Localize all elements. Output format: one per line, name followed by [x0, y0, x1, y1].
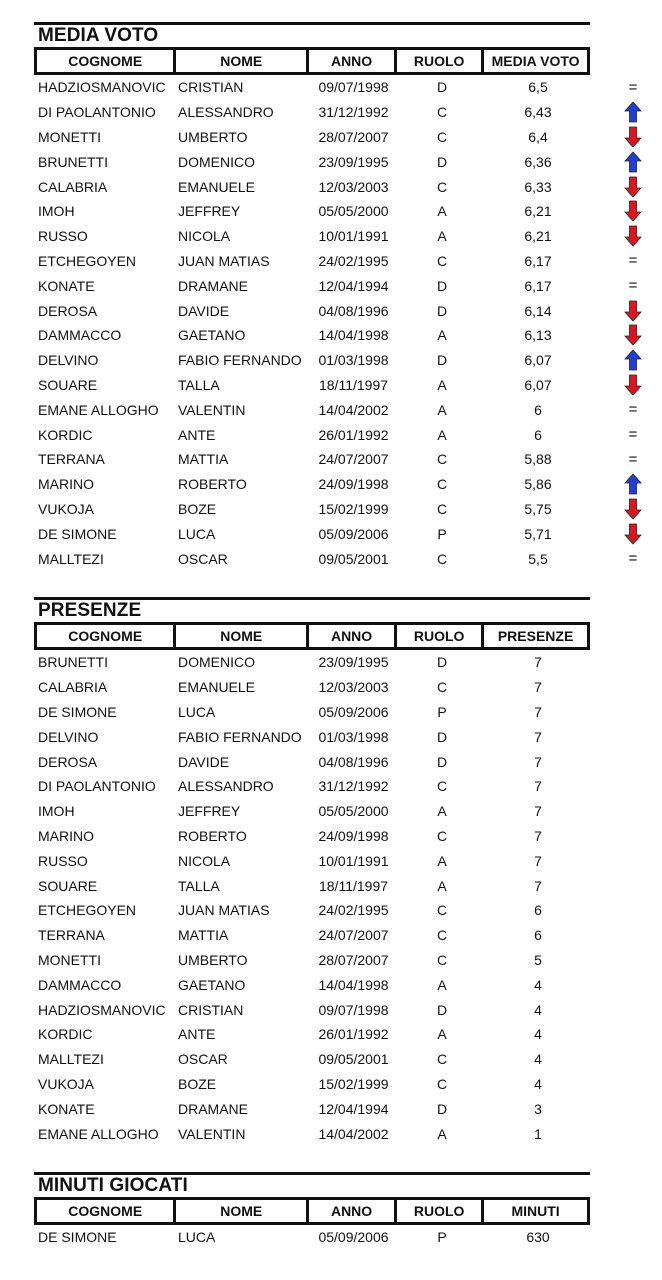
section-title-bar	[34, 1172, 590, 1197]
anno-cell: 23/09/1995	[318, 153, 389, 170]
nome-cell: DOMENICO	[178, 153, 255, 170]
cognome-cell: DE SIMONE	[38, 703, 117, 720]
minuti-giocati-section	[34, 1172, 590, 1250]
value-cell: 4	[534, 1051, 542, 1068]
table-header	[34, 1197, 590, 1225]
section-title-bar	[34, 597, 590, 622]
table-row	[34, 774, 590, 799]
section-title: PRESENZE	[38, 600, 142, 621]
nome-cell: TALLA	[178, 376, 220, 393]
header-minuti: MINUTI	[511, 1203, 560, 1219]
value-cell: 5,86	[524, 476, 552, 493]
nome-cell: FABIO FERNANDO	[178, 728, 302, 745]
anno-cell: 28/07/2007	[318, 951, 389, 968]
ruolo-cell: D	[436, 79, 448, 96]
header-anno: ANNO	[309, 1200, 397, 1222]
ruolo-cell: A	[437, 1026, 447, 1043]
nome-cell: CRISTIAN	[178, 79, 244, 96]
anno-cell: 05/09/2006	[318, 1229, 389, 1246]
trend-equal: =	[628, 550, 638, 568]
value-cell: 4	[534, 1075, 542, 1092]
cognome-cell: CALABRIA	[38, 679, 108, 696]
anno-cell: 24/02/1995	[318, 252, 389, 269]
table-row	[34, 923, 590, 948]
trend-equal: =	[628, 401, 638, 419]
cognome-cell: TERRANA	[38, 451, 105, 468]
ruolo-cell: C	[436, 252, 448, 269]
value-cell: 6,36	[524, 153, 552, 170]
ruolo-cell: C	[436, 476, 448, 493]
anno-cell: 10/01/1991	[318, 228, 389, 245]
header-nome: NOME	[176, 625, 309, 647]
ruolo-cell: D	[436, 1100, 448, 1117]
cognome-cell: HADZIOSMANOVIC	[38, 1001, 166, 1018]
trend-equal: =	[628, 252, 638, 270]
cognome-cell: ETCHEGOYEN	[38, 902, 137, 919]
nome-cell: LUCA	[178, 1229, 216, 1246]
nome-cell: DOMENICO	[178, 654, 255, 671]
value-cell: 7	[534, 877, 542, 894]
nome-cell: EMANUELE	[178, 679, 256, 696]
table-row	[34, 199, 590, 224]
header-nome: NOME	[176, 50, 309, 72]
value-cell: 7	[534, 679, 542, 696]
table-row	[34, 373, 590, 398]
anno-cell: 09/07/1998	[318, 79, 389, 96]
cognome-cell: ETCHEGOYEN	[38, 252, 137, 269]
ruolo-cell: C	[436, 827, 448, 844]
arrow-down-icon	[621, 498, 645, 520]
cognome-cell: KONATE	[38, 1100, 95, 1117]
anno-cell: 04/08/1996	[318, 753, 389, 770]
nome-cell: UMBERTO	[178, 951, 248, 968]
value-cell: 6,13	[524, 327, 552, 344]
value-cell: 7	[534, 728, 542, 745]
ruolo-cell: D	[436, 728, 448, 745]
anno-cell: 24/02/1995	[318, 902, 389, 919]
ruolo-cell: D	[436, 302, 448, 319]
cognome-cell: DEROSA	[38, 753, 98, 770]
ruolo-cell: C	[436, 927, 448, 944]
table-row	[34, 249, 638, 274]
anno-cell: 14/04/1998	[318, 976, 389, 993]
table-row	[34, 125, 590, 150]
table-row	[34, 273, 638, 298]
anno-cell: 12/04/1994	[318, 277, 389, 294]
nome-cell: NICOLA	[178, 852, 231, 869]
media-voto-section	[34, 22, 638, 571]
table-row	[34, 298, 590, 323]
nome-cell: JEFFREY	[178, 203, 241, 220]
anno-cell: 14/04/2002	[318, 1125, 389, 1142]
arrow-down-icon	[621, 176, 645, 198]
nome-cell: FABIO FERNANDO	[178, 352, 302, 369]
ruolo-cell: A	[437, 228, 447, 245]
cognome-cell: EMANE ALLOGHO	[38, 401, 159, 418]
ruolo-cell: C	[436, 778, 448, 795]
nome-cell: TALLA	[178, 877, 220, 894]
table-row	[34, 650, 590, 675]
table-row	[34, 174, 590, 199]
table-row	[34, 1225, 590, 1250]
table-row	[34, 447, 638, 472]
value-cell: 6,21	[524, 203, 552, 220]
table-row	[34, 323, 590, 348]
cognome-cell: DI PAOLANTONIO	[38, 104, 156, 121]
anno-cell: 10/01/1991	[318, 852, 389, 869]
anno-cell: 24/09/1998	[318, 476, 389, 493]
table-row	[34, 700, 590, 725]
cognome-cell: EMANE ALLOGHO	[38, 1125, 159, 1142]
table-row	[34, 898, 590, 923]
cognome-cell: KONATE	[38, 277, 95, 294]
nome-cell: DAVIDE	[178, 302, 230, 319]
header-ruolo: RUOLO	[397, 50, 484, 72]
ruolo-cell: C	[436, 128, 448, 145]
header-presenze: PRESENZE	[497, 628, 574, 644]
cognome-cell: RUSSO	[38, 228, 88, 245]
table-row	[34, 848, 590, 873]
value-cell: 7	[534, 852, 542, 869]
cognome-cell: DE SIMONE	[38, 525, 117, 542]
anno-cell: 14/04/2002	[318, 401, 389, 418]
nome-cell: BOZE	[178, 500, 217, 517]
anno-cell: 31/12/1992	[318, 778, 389, 795]
header-cognome: COGNOME	[37, 625, 176, 647]
anno-cell: 05/05/2000	[318, 203, 389, 220]
nome-cell: ANTE	[178, 1026, 216, 1043]
ruolo-cell: A	[437, 203, 447, 220]
section-title: MINUTI GIOCATI	[38, 1175, 188, 1196]
table-row	[34, 224, 590, 249]
anno-cell: 01/03/1998	[318, 728, 389, 745]
nome-cell: DRAMANE	[178, 1100, 249, 1117]
cognome-cell: MARINO	[38, 827, 94, 844]
section-title-bar	[34, 22, 590, 47]
value-cell: 6,07	[524, 376, 552, 393]
arrow-up-icon	[621, 151, 645, 173]
anno-cell: 15/02/1999	[318, 1075, 389, 1092]
anno-cell: 12/03/2003	[318, 679, 389, 696]
arrow-down-icon	[621, 126, 645, 148]
anno-cell: 05/09/2006	[318, 703, 389, 720]
table-row	[34, 1022, 590, 1047]
header-nome: NOME	[176, 1200, 309, 1222]
nome-cell: OSCAR	[178, 1051, 228, 1068]
anno-cell: 26/01/1992	[318, 426, 389, 443]
anno-cell: 09/05/2001	[318, 1051, 389, 1068]
table-body	[34, 1225, 590, 1250]
cognome-cell: SOUARE	[38, 877, 98, 894]
anno-cell: 26/01/1992	[318, 1026, 389, 1043]
ruolo-cell: C	[436, 178, 448, 195]
value-cell: 5,71	[524, 525, 552, 542]
ruolo-cell: A	[437, 877, 447, 894]
table-row	[34, 75, 638, 100]
value-cell: 6	[534, 927, 542, 944]
value-cell: 7	[534, 703, 542, 720]
nome-cell: JUAN MATIAS	[178, 902, 270, 919]
ruolo-cell: A	[437, 426, 447, 443]
value-cell: 4	[534, 1001, 542, 1018]
presenze-section	[34, 597, 590, 1146]
anno-cell: 05/05/2000	[318, 803, 389, 820]
value-cell: 6,17	[524, 252, 552, 269]
header-cognome: COGNOME	[37, 1200, 176, 1222]
cognome-cell: DAMMACCO	[38, 976, 122, 993]
nome-cell: GAETANO	[178, 327, 246, 344]
ruolo-cell: C	[436, 451, 448, 468]
table-row	[34, 675, 590, 700]
nome-cell: ANTE	[178, 426, 216, 443]
value-cell: 6,5	[528, 79, 548, 96]
header-media-voto: MEDIA VOTO	[491, 53, 580, 69]
table-header	[34, 47, 590, 75]
table-row	[34, 799, 590, 824]
arrow-up-icon	[621, 349, 645, 371]
cognome-cell: BRUNETTI	[38, 153, 108, 170]
table-row	[34, 1096, 590, 1121]
value-cell: 6,33	[524, 178, 552, 195]
table-row	[34, 100, 590, 125]
ruolo-cell: P	[437, 1229, 447, 1246]
value-cell: 630	[526, 1229, 550, 1246]
cognome-cell: DELVINO	[38, 352, 99, 369]
ruolo-cell: A	[437, 327, 447, 344]
anno-cell: 01/03/1998	[318, 352, 389, 369]
cognome-cell: RUSSO	[38, 852, 88, 869]
cognome-cell: HADZIOSMANOVIC	[38, 79, 166, 96]
cognome-cell: VUKOJA	[38, 1075, 95, 1092]
value-cell: 6	[534, 426, 542, 443]
ruolo-cell: C	[436, 1075, 448, 1092]
nome-cell: DAVIDE	[178, 753, 230, 770]
cognome-cell: SOUARE	[38, 376, 98, 393]
value-cell: 7	[534, 803, 542, 820]
ruolo-cell: A	[437, 401, 447, 418]
trend-equal: =	[628, 426, 638, 444]
anno-cell: 24/07/2007	[318, 927, 389, 944]
value-cell: 6,14	[524, 302, 552, 319]
cognome-cell: IMOH	[38, 803, 75, 820]
nome-cell: VALENTIN	[178, 1125, 246, 1142]
value-cell: 6	[534, 401, 542, 418]
arrow-down-icon	[621, 374, 645, 396]
arrow-down-icon	[621, 300, 645, 322]
ruolo-cell: P	[437, 525, 447, 542]
cognome-cell: MALLTEZI	[38, 550, 104, 567]
ruolo-cell: C	[436, 500, 448, 517]
cognome-cell: VUKOJA	[38, 500, 95, 517]
value-cell: 6,21	[524, 228, 552, 245]
ruolo-cell: C	[436, 902, 448, 919]
arrow-up-icon	[621, 473, 645, 495]
arrow-up-icon	[621, 101, 645, 123]
nome-cell: DRAMANE	[178, 277, 249, 294]
ruolo-cell: C	[436, 104, 448, 121]
nome-cell: ROBERTO	[178, 476, 247, 493]
value-cell: 6,4	[528, 128, 548, 145]
nome-cell: GAETANO	[178, 976, 246, 993]
ruolo-cell: A	[437, 1125, 447, 1142]
value-cell: 7	[534, 654, 542, 671]
cognome-cell: DI PAOLANTONIO	[38, 778, 156, 795]
nome-cell: UMBERTO	[178, 128, 248, 145]
anno-cell: 24/09/1998	[318, 827, 389, 844]
anno-cell: 23/09/1995	[318, 654, 389, 671]
value-cell: 4	[534, 976, 542, 993]
value-cell: 6,43	[524, 104, 552, 121]
anno-cell: 09/05/2001	[318, 550, 389, 567]
arrow-down-icon	[621, 225, 645, 247]
trend-equal: =	[628, 277, 638, 295]
table-row	[34, 1121, 590, 1146]
table-body	[34, 75, 638, 571]
nome-cell: LUCA	[178, 703, 216, 720]
table-row	[34, 972, 590, 997]
table-row	[34, 521, 590, 546]
value-cell: 6	[534, 902, 542, 919]
cognome-cell: MARINO	[38, 476, 94, 493]
ruolo-cell: C	[436, 550, 448, 567]
value-cell: 1	[534, 1125, 542, 1142]
ruolo-cell: P	[437, 703, 447, 720]
arrow-down-icon	[621, 324, 645, 346]
ruolo-cell: D	[436, 277, 448, 294]
ruolo-cell: A	[437, 376, 447, 393]
ruolo-cell: C	[436, 1051, 448, 1068]
header-anno: ANNO	[309, 625, 397, 647]
cognome-cell: BRUNETTI	[38, 654, 108, 671]
table-body	[34, 650, 590, 1146]
anno-cell: 18/11/1997	[318, 877, 389, 894]
value-cell: 5,5	[528, 550, 548, 567]
table-header	[34, 622, 590, 650]
table-row	[34, 546, 638, 571]
arrow-down-icon	[621, 200, 645, 222]
ruolo-cell: D	[436, 753, 448, 770]
anno-cell: 24/07/2007	[318, 451, 389, 468]
nome-cell: MATTIA	[178, 451, 229, 468]
table-row	[34, 1072, 590, 1097]
header-ruolo: RUOLO	[397, 1200, 484, 1222]
cognome-cell: DAMMACCO	[38, 327, 122, 344]
ruolo-cell: A	[437, 976, 447, 993]
anno-cell: 15/02/1999	[318, 500, 389, 517]
anno-cell: 12/04/1994	[318, 1100, 389, 1117]
table-row	[34, 348, 590, 373]
table-row	[34, 149, 590, 174]
trend-equal: =	[628, 450, 638, 468]
cognome-cell: KORDIC	[38, 426, 93, 443]
anno-cell: 28/07/2007	[318, 128, 389, 145]
ruolo-cell: D	[436, 1001, 448, 1018]
ruolo-cell: D	[436, 153, 448, 170]
nome-cell: ROBERTO	[178, 827, 247, 844]
table-row	[34, 497, 590, 522]
arrow-down-icon	[621, 523, 645, 545]
cognome-cell: CALABRIA	[38, 178, 108, 195]
nome-cell: ALESSANDRO	[178, 778, 274, 795]
anno-cell: 14/04/1998	[318, 327, 389, 344]
table-row	[34, 397, 638, 422]
nome-cell: JEFFREY	[178, 803, 241, 820]
nome-cell: NICOLA	[178, 228, 231, 245]
value-cell: 3	[534, 1100, 542, 1117]
ruolo-cell: C	[436, 951, 448, 968]
anno-cell: 09/07/1998	[318, 1001, 389, 1018]
table-row	[34, 472, 590, 497]
ruolo-cell: A	[437, 803, 447, 820]
value-cell: 7	[534, 827, 542, 844]
cognome-cell: MONETTI	[38, 128, 101, 145]
cognome-cell: KORDIC	[38, 1026, 93, 1043]
anno-cell: 05/09/2006	[318, 525, 389, 542]
nome-cell: VALENTIN	[178, 401, 246, 418]
table-row	[34, 873, 590, 898]
header-anno: ANNO	[309, 50, 397, 72]
cognome-cell: IMOH	[38, 203, 75, 220]
value-cell: 6,17	[524, 277, 552, 294]
nome-cell: CRISTIAN	[178, 1001, 244, 1018]
nome-cell: BOZE	[178, 1075, 217, 1092]
cognome-cell: DEROSA	[38, 302, 98, 319]
anno-cell: 18/11/1997	[318, 376, 389, 393]
value-cell: 4	[534, 1026, 542, 1043]
table-row	[34, 749, 590, 774]
ruolo-cell: D	[436, 654, 448, 671]
ruolo-cell: C	[436, 679, 448, 696]
nome-cell: MATTIA	[178, 927, 229, 944]
value-cell: 5,75	[524, 500, 552, 517]
nome-cell: EMANUELE	[178, 178, 256, 195]
trend-equal: =	[628, 78, 638, 96]
header-ruolo: RUOLO	[397, 625, 484, 647]
anno-cell: 12/03/2003	[318, 178, 389, 195]
cognome-cell: DELVINO	[38, 728, 99, 745]
anno-cell: 04/08/1996	[318, 302, 389, 319]
table-row	[34, 724, 590, 749]
nome-cell: LUCA	[178, 525, 216, 542]
table-row	[34, 997, 590, 1022]
table-row	[34, 824, 590, 849]
value-cell: 7	[534, 753, 542, 770]
ruolo-cell: A	[437, 852, 447, 869]
table-row	[34, 1047, 590, 1072]
ruolo-cell: D	[436, 352, 448, 369]
nome-cell: ALESSANDRO	[178, 104, 274, 121]
header-cognome: COGNOME	[37, 50, 176, 72]
value-cell: 6,07	[524, 352, 552, 369]
value-cell: 5,88	[524, 451, 552, 468]
cognome-cell: TERRANA	[38, 927, 105, 944]
cognome-cell: MALLTEZI	[38, 1051, 104, 1068]
table-row	[34, 948, 590, 973]
section-title: MEDIA VOTO	[38, 25, 159, 46]
cognome-cell: DE SIMONE	[38, 1229, 117, 1246]
value-cell: 5	[534, 951, 542, 968]
table-row	[34, 422, 638, 447]
cognome-cell: MONETTI	[38, 951, 101, 968]
anno-cell: 31/12/1992	[318, 104, 389, 121]
nome-cell: JUAN MATIAS	[178, 252, 270, 269]
nome-cell: OSCAR	[178, 550, 228, 567]
value-cell: 7	[534, 778, 542, 795]
